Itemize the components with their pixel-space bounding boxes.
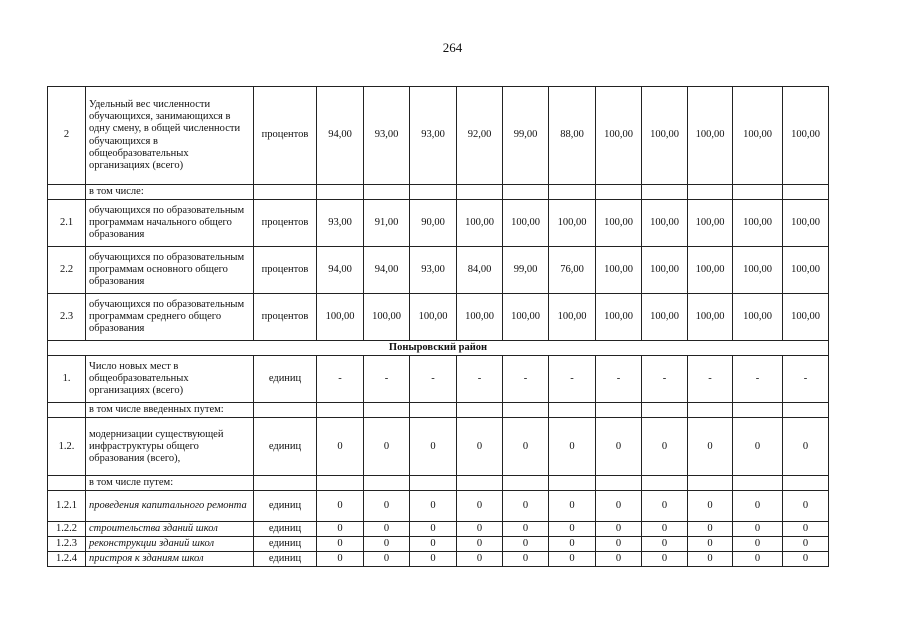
value-cell: 0 bbox=[783, 418, 829, 476]
row-name: проведения капитального ремонта bbox=[86, 491, 254, 522]
empty-cell bbox=[364, 476, 410, 491]
row-unit: единиц bbox=[254, 522, 317, 537]
row-number bbox=[48, 476, 86, 491]
table-row bbox=[48, 552, 829, 567]
empty-cell bbox=[410, 476, 457, 491]
value-cell: 0 bbox=[783, 552, 829, 567]
value-cell: 100,00 bbox=[596, 87, 642, 185]
empty-cell bbox=[688, 403, 733, 418]
value-cell: 0 bbox=[688, 491, 733, 522]
row-name: обучающихся по образовательным программам основного общего образования bbox=[86, 247, 254, 294]
empty-cell bbox=[364, 403, 410, 418]
row-number: 2 bbox=[48, 87, 86, 185]
table-row bbox=[48, 247, 829, 294]
row-unit: единиц bbox=[254, 491, 317, 522]
value-cell: 0 bbox=[410, 491, 457, 522]
value-cell: 100,00 bbox=[596, 200, 642, 247]
table-row bbox=[48, 356, 829, 403]
value-cell: 0 bbox=[503, 418, 549, 476]
row-unit: процентов bbox=[254, 87, 317, 185]
value-cell: 0 bbox=[410, 418, 457, 476]
empty-cell bbox=[503, 476, 549, 491]
value-cell: 84,00 bbox=[457, 247, 503, 294]
empty-cell bbox=[457, 403, 503, 418]
value-cell: 100,00 bbox=[317, 294, 364, 341]
value-cell: 100,00 bbox=[783, 87, 829, 185]
row-unit: единиц bbox=[254, 537, 317, 552]
value-cell: 0 bbox=[733, 418, 783, 476]
row-name: обучающихся по образовательным программам начального общего образования bbox=[86, 200, 254, 247]
row-number bbox=[48, 185, 86, 200]
table-row bbox=[48, 522, 829, 537]
row-name: в том числе введенных путем: bbox=[86, 403, 254, 418]
value-cell: 0 bbox=[733, 552, 783, 567]
value-cell: 100,00 bbox=[457, 294, 503, 341]
value-cell: 0 bbox=[503, 552, 549, 567]
row-unit: единиц bbox=[254, 356, 317, 403]
table-row bbox=[48, 491, 829, 522]
value-cell: 0 bbox=[410, 522, 457, 537]
value-cell: 100,00 bbox=[549, 200, 596, 247]
value-cell: 100,00 bbox=[688, 87, 733, 185]
value-cell: 0 bbox=[688, 522, 733, 537]
value-cell: - bbox=[410, 356, 457, 403]
value-cell: 100,00 bbox=[733, 87, 783, 185]
value-cell: 94,00 bbox=[364, 247, 410, 294]
row-number: 1.2.3 bbox=[48, 537, 86, 552]
empty-cell bbox=[503, 185, 549, 200]
value-cell: 99,00 bbox=[503, 87, 549, 185]
empty-cell bbox=[254, 476, 317, 491]
empty-cell bbox=[549, 185, 596, 200]
empty-cell bbox=[549, 476, 596, 491]
row-unit: процентов bbox=[254, 294, 317, 341]
value-cell: - bbox=[733, 356, 783, 403]
section-row bbox=[48, 341, 829, 356]
value-cell: 0 bbox=[596, 491, 642, 522]
row-name: пристроя к зданиям школ bbox=[86, 552, 254, 567]
table-row bbox=[48, 537, 829, 552]
value-cell: 76,00 bbox=[549, 247, 596, 294]
value-cell: 93,00 bbox=[410, 247, 457, 294]
row-number: 1.2.4 bbox=[48, 552, 86, 567]
section-title: Поныровский район bbox=[48, 341, 829, 356]
value-cell: 0 bbox=[503, 537, 549, 552]
value-cell: - bbox=[364, 356, 410, 403]
row-number: 2.2 bbox=[48, 247, 86, 294]
empty-cell bbox=[317, 476, 364, 491]
value-cell: 100,00 bbox=[503, 200, 549, 247]
value-cell: 0 bbox=[457, 537, 503, 552]
value-cell: 100,00 bbox=[688, 247, 733, 294]
value-cell: 100,00 bbox=[783, 247, 829, 294]
value-cell: 0 bbox=[733, 522, 783, 537]
value-cell: 0 bbox=[549, 537, 596, 552]
value-cell: 0 bbox=[783, 522, 829, 537]
value-cell: 100,00 bbox=[457, 200, 503, 247]
row-unit: единиц bbox=[254, 418, 317, 476]
value-cell: 0 bbox=[503, 491, 549, 522]
empty-cell bbox=[254, 185, 317, 200]
value-cell: 88,00 bbox=[549, 87, 596, 185]
value-cell: 92,00 bbox=[457, 87, 503, 185]
value-cell: 0 bbox=[642, 552, 688, 567]
row-number: 2.1 bbox=[48, 200, 86, 247]
table-row bbox=[48, 87, 829, 185]
value-cell: 0 bbox=[317, 491, 364, 522]
value-cell: 0 bbox=[457, 491, 503, 522]
value-cell: - bbox=[503, 356, 549, 403]
value-cell: 0 bbox=[596, 537, 642, 552]
value-cell: 0 bbox=[642, 537, 688, 552]
value-cell: 0 bbox=[733, 537, 783, 552]
value-cell: 100,00 bbox=[733, 294, 783, 341]
value-cell: 0 bbox=[688, 537, 733, 552]
empty-cell bbox=[688, 185, 733, 200]
empty-cell bbox=[783, 476, 829, 491]
indicator-table bbox=[47, 86, 829, 567]
row-unit: процентов bbox=[254, 247, 317, 294]
row-number bbox=[48, 403, 86, 418]
empty-cell bbox=[733, 476, 783, 491]
value-cell: 0 bbox=[549, 552, 596, 567]
row-name: модернизации существующей инфраструктуры общего образования (всего), bbox=[86, 418, 254, 476]
value-cell: 100,00 bbox=[596, 247, 642, 294]
empty-cell bbox=[254, 403, 317, 418]
value-cell: 100,00 bbox=[733, 247, 783, 294]
value-cell: 0 bbox=[783, 537, 829, 552]
value-cell: 0 bbox=[364, 537, 410, 552]
value-cell: - bbox=[642, 356, 688, 403]
value-cell: 100,00 bbox=[783, 200, 829, 247]
value-cell: 0 bbox=[596, 418, 642, 476]
empty-cell bbox=[410, 185, 457, 200]
value-cell: 0 bbox=[317, 418, 364, 476]
empty-cell bbox=[503, 403, 549, 418]
empty-cell bbox=[596, 476, 642, 491]
value-cell: - bbox=[783, 356, 829, 403]
value-cell: 0 bbox=[688, 552, 733, 567]
value-cell: 91,00 bbox=[364, 200, 410, 247]
value-cell: 0 bbox=[364, 418, 410, 476]
value-cell: 100,00 bbox=[503, 294, 549, 341]
value-cell: 100,00 bbox=[549, 294, 596, 341]
empty-cell bbox=[783, 185, 829, 200]
table-row bbox=[48, 476, 829, 491]
value-cell: 0 bbox=[317, 522, 364, 537]
value-cell: 0 bbox=[549, 491, 596, 522]
value-cell: 94,00 bbox=[317, 247, 364, 294]
value-cell: - bbox=[317, 356, 364, 403]
value-cell: 0 bbox=[596, 552, 642, 567]
row-name: реконструкции зданий школ bbox=[86, 537, 254, 552]
empty-cell bbox=[317, 403, 364, 418]
empty-cell bbox=[317, 185, 364, 200]
value-cell: 100,00 bbox=[688, 294, 733, 341]
value-cell: - bbox=[549, 356, 596, 403]
value-cell: 100,00 bbox=[783, 294, 829, 341]
value-cell: 90,00 bbox=[410, 200, 457, 247]
page-number: 264 bbox=[442, 40, 463, 55]
row-unit: единиц bbox=[254, 552, 317, 567]
row-unit: процентов bbox=[254, 200, 317, 247]
value-cell: 0 bbox=[364, 491, 410, 522]
row-name: строительства зданий школ bbox=[86, 522, 254, 537]
value-cell: 0 bbox=[642, 491, 688, 522]
empty-cell bbox=[410, 403, 457, 418]
row-number: 1.2.1 bbox=[48, 491, 86, 522]
table-row bbox=[48, 200, 829, 247]
value-cell: 93,00 bbox=[364, 87, 410, 185]
table-row bbox=[48, 403, 829, 418]
empty-cell bbox=[688, 476, 733, 491]
value-cell: 0 bbox=[457, 418, 503, 476]
empty-cell bbox=[733, 403, 783, 418]
value-cell: 0 bbox=[410, 537, 457, 552]
row-number: 1. bbox=[48, 356, 86, 403]
row-number: 2.3 bbox=[48, 294, 86, 341]
value-cell: 93,00 bbox=[410, 87, 457, 185]
value-cell: 100,00 bbox=[410, 294, 457, 341]
value-cell: 0 bbox=[596, 522, 642, 537]
value-cell: 0 bbox=[410, 552, 457, 567]
value-cell: - bbox=[688, 356, 733, 403]
value-cell: - bbox=[457, 356, 503, 403]
value-cell: 100,00 bbox=[642, 87, 688, 185]
value-cell: 0 bbox=[457, 552, 503, 567]
value-cell: 0 bbox=[549, 418, 596, 476]
value-cell: 0 bbox=[317, 537, 364, 552]
table-row bbox=[48, 418, 829, 476]
table-row bbox=[48, 185, 829, 200]
value-cell: 0 bbox=[783, 491, 829, 522]
empty-cell bbox=[457, 185, 503, 200]
value-cell: 100,00 bbox=[642, 200, 688, 247]
empty-cell bbox=[642, 185, 688, 200]
value-cell: 0 bbox=[364, 552, 410, 567]
value-cell: 100,00 bbox=[364, 294, 410, 341]
empty-cell bbox=[596, 403, 642, 418]
value-cell: 100,00 bbox=[688, 200, 733, 247]
value-cell: 100,00 bbox=[642, 247, 688, 294]
empty-cell bbox=[549, 403, 596, 418]
value-cell: 0 bbox=[457, 522, 503, 537]
value-cell: 0 bbox=[688, 418, 733, 476]
value-cell: 0 bbox=[549, 522, 596, 537]
row-name: Число новых мест в общеобразовательных организациях (всего) bbox=[86, 356, 254, 403]
empty-cell bbox=[642, 403, 688, 418]
row-name: в том числе: bbox=[86, 185, 254, 200]
empty-cell bbox=[783, 403, 829, 418]
row-number: 1.2. bbox=[48, 418, 86, 476]
value-cell: 100,00 bbox=[596, 294, 642, 341]
empty-cell bbox=[733, 185, 783, 200]
empty-cell bbox=[642, 476, 688, 491]
empty-cell bbox=[364, 185, 410, 200]
value-cell: 0 bbox=[642, 522, 688, 537]
value-cell: 100,00 bbox=[642, 294, 688, 341]
row-name: в том числе путем: bbox=[86, 476, 254, 491]
value-cell: 0 bbox=[733, 491, 783, 522]
table-row bbox=[48, 294, 829, 341]
row-name: обучающихся по образовательным программам среднего общего образования bbox=[86, 294, 254, 341]
value-cell: 100,00 bbox=[733, 200, 783, 247]
row-name: Удельный вес численности обучающихся, занимающихся в одну смену, в общей численности обучающихся в общеобразовательных организациях (всего) bbox=[86, 87, 254, 185]
value-cell: 0 bbox=[503, 522, 549, 537]
empty-cell bbox=[457, 476, 503, 491]
value-cell: 0 bbox=[317, 552, 364, 567]
value-cell: 93,00 bbox=[317, 200, 364, 247]
value-cell: 99,00 bbox=[503, 247, 549, 294]
empty-cell bbox=[596, 185, 642, 200]
value-cell: - bbox=[596, 356, 642, 403]
row-number: 1.2.2 bbox=[48, 522, 86, 537]
value-cell: 0 bbox=[642, 418, 688, 476]
value-cell: 0 bbox=[364, 522, 410, 537]
value-cell: 94,00 bbox=[317, 87, 364, 185]
